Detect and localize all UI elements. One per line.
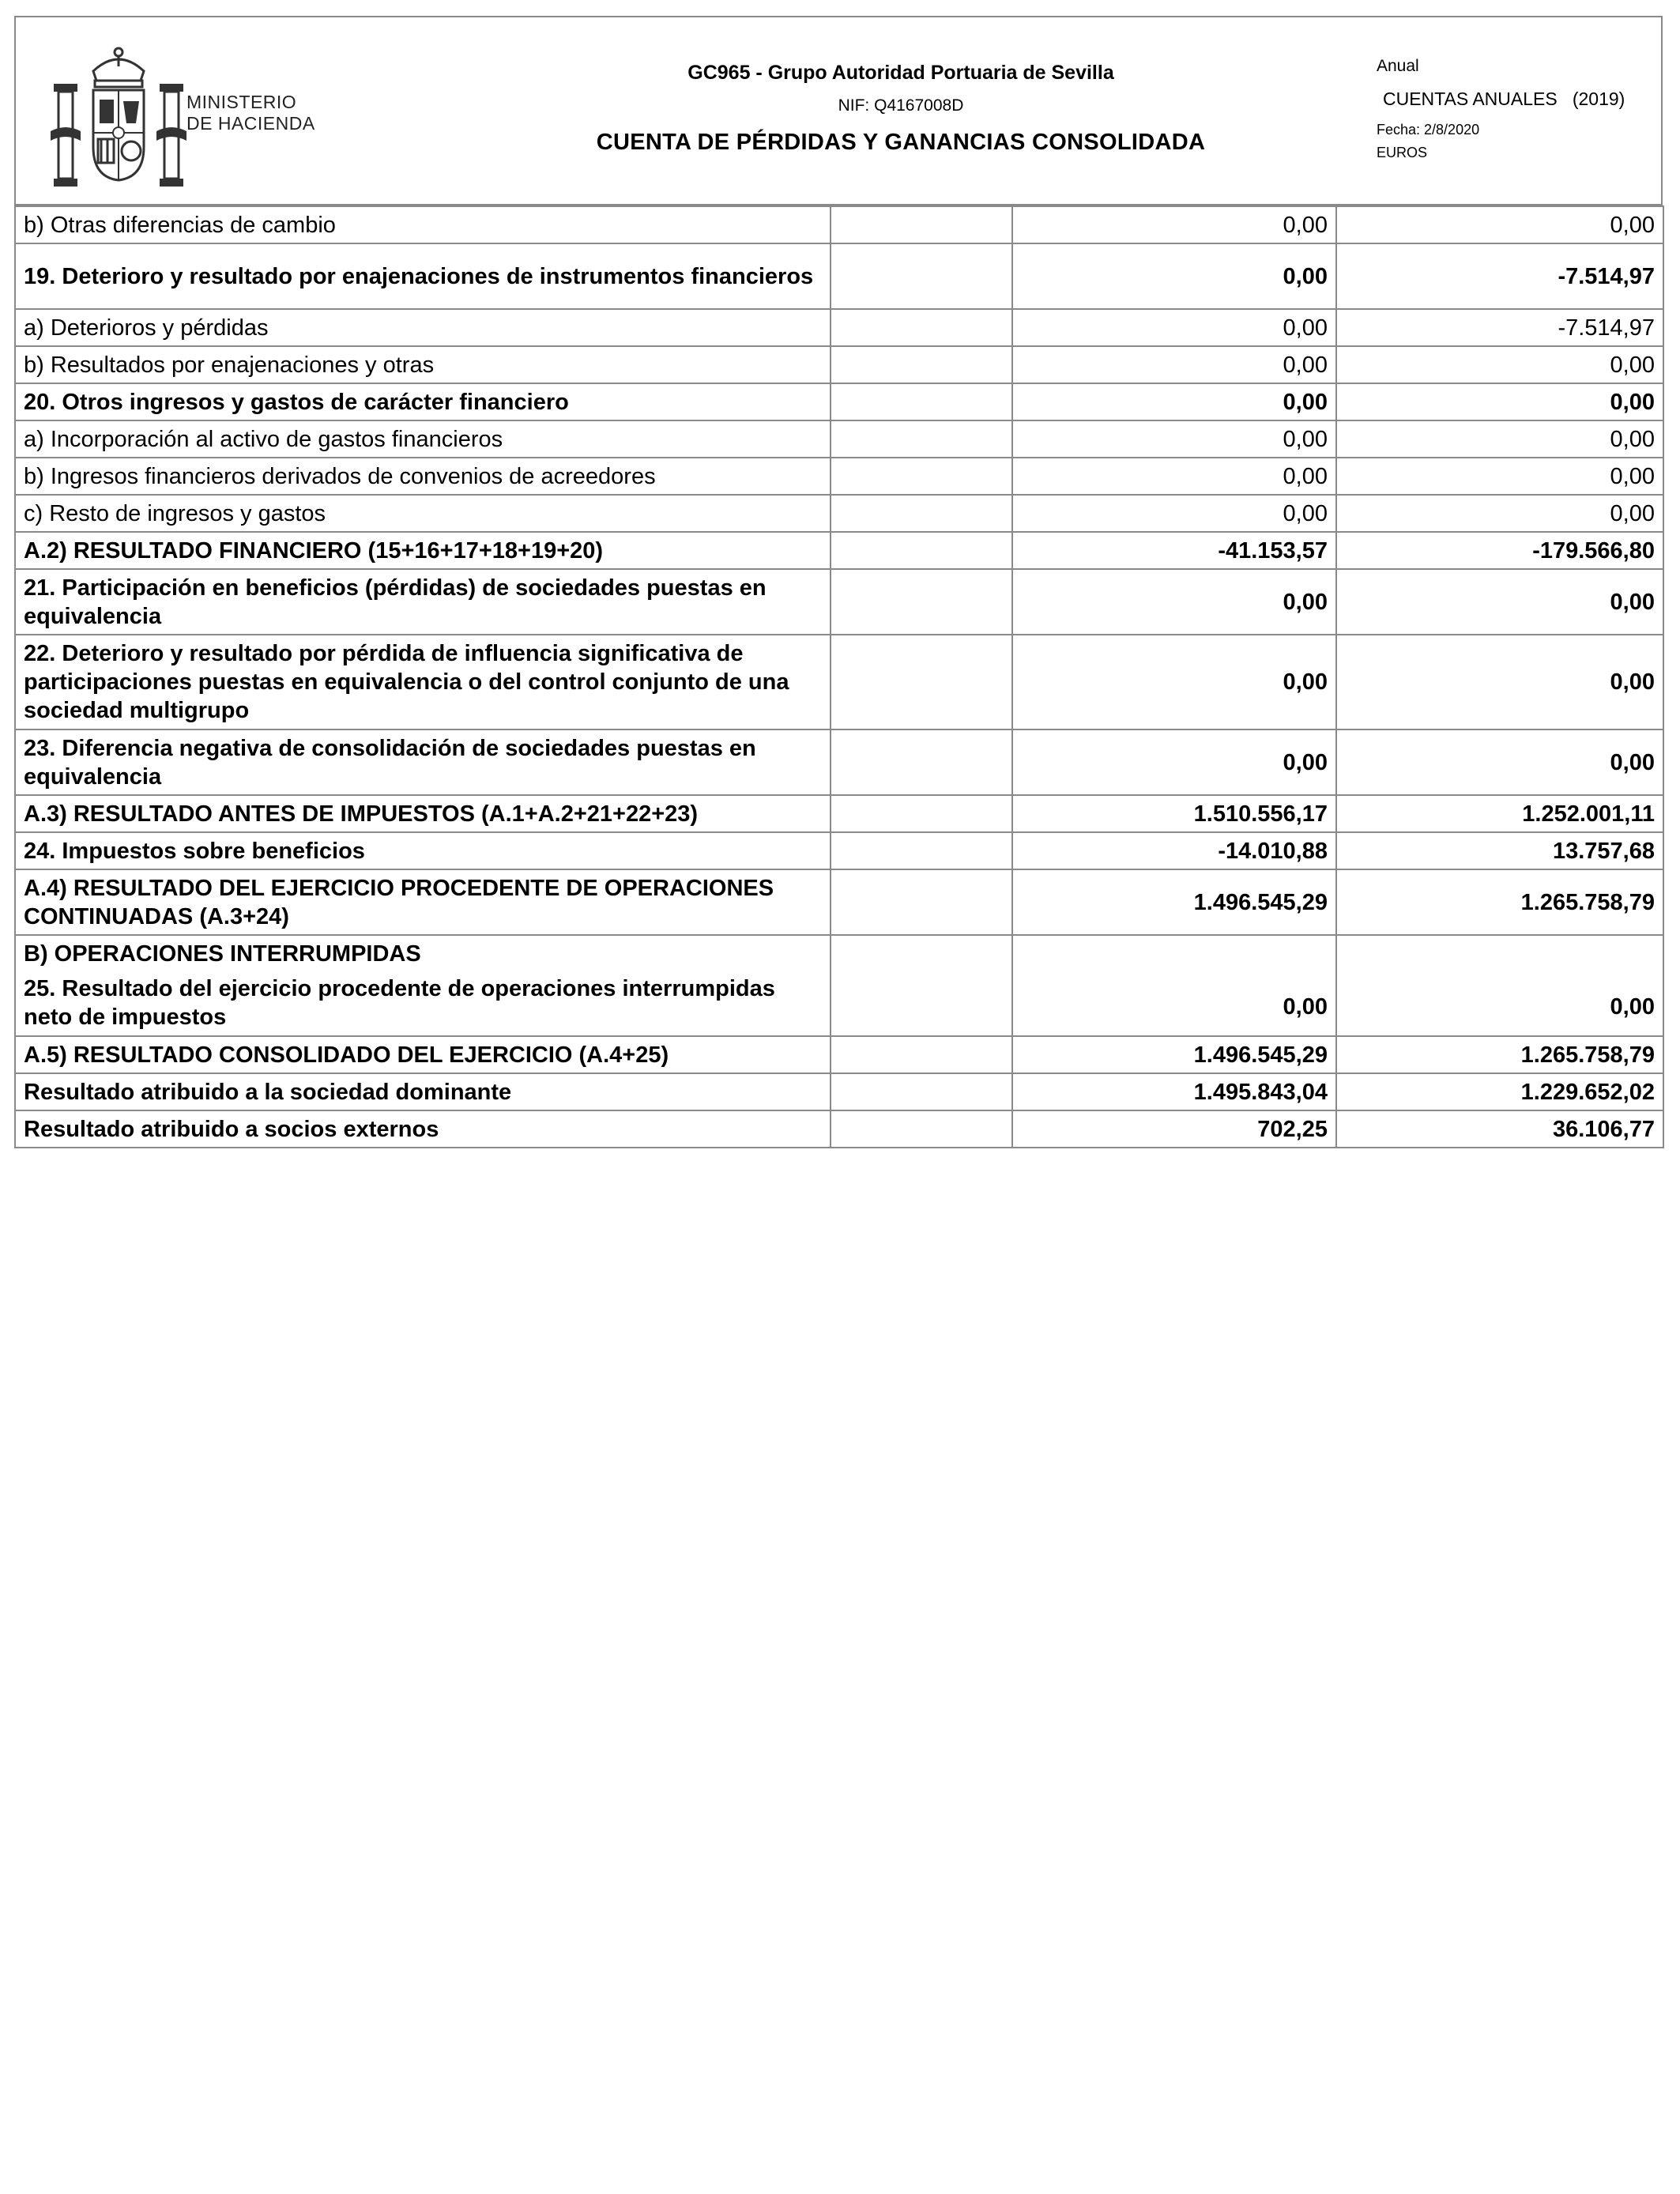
row-current-value: -14.010,88 [1012, 832, 1336, 869]
row-label: a) Incorporación al activo de gastos financieros [15, 420, 831, 458]
row-previous-value: 1.252.001,11 [1336, 795, 1663, 832]
table-row [15, 495, 1663, 532]
row-current-value: 702,25 [1012, 1110, 1336, 1148]
row-previous-value: 36.106,77 [1336, 1110, 1663, 1148]
table-row [15, 569, 1663, 635]
row-current-value: 0,00 [1012, 458, 1336, 495]
row-label: b) Resultados por enajenaciones y otras [15, 346, 831, 383]
ministry-name [186, 92, 315, 134]
table-row [15, 346, 1663, 383]
table-row [15, 869, 1663, 935]
row-current-value: 0,00 [1012, 346, 1336, 383]
row-label: 25. Resultado del ejercicio procedente de operaciones interrumpidas neto de impuestos [24, 976, 775, 1030]
row-current-value: 0,00 [1012, 309, 1336, 346]
row-previous-value: 0,00 [1336, 935, 1663, 1036]
row-previous-value: 0,00 [1336, 458, 1663, 495]
table-row [15, 635, 1663, 729]
row-current-value: 1.510.556,17 [1012, 795, 1336, 832]
row-note [831, 495, 1012, 532]
company-name: GC965 - Grupo Autoridad Portuaria de Sevilla [687, 62, 1114, 84]
table-row [15, 1036, 1663, 1073]
table-row [15, 383, 1663, 420]
row-label: b) Ingresos financieros derivados de convenios de acreedores [15, 458, 831, 495]
row-label-group [15, 935, 831, 1036]
row-note [831, 309, 1012, 346]
row-previous-value: 1.265.758,79 [1336, 869, 1663, 935]
row-previous-value: 0,00 [1336, 495, 1663, 532]
row-label: Resultado atribuido a socios externos [15, 1110, 831, 1148]
period-label: Anual [1377, 57, 1419, 75]
table-row [15, 458, 1663, 495]
row-current-value: 0,00 [1012, 495, 1336, 532]
row-previous-value: -7.514,97 [1336, 243, 1663, 309]
table-row [15, 1073, 1663, 1110]
row-label: 24. Impuestos sobre beneficios [15, 832, 831, 869]
row-label: 23. Diferencia negativa de consolidación de sociedades puestas en equivalencia [15, 729, 831, 795]
row-previous-value: 0,00 [1336, 383, 1663, 420]
row-note [831, 1073, 1012, 1110]
row-note [831, 795, 1012, 832]
row-note [831, 635, 1012, 729]
row-label: 19. Deterioro y resultado por enajenaciones de instrumentos financieros [15, 243, 831, 309]
row-note [831, 243, 1012, 309]
currency-label: EUROS [1377, 145, 1428, 160]
row-label: 21. Participación en beneficios (pérdidas) de sociedades puestas en equivalencia [15, 569, 831, 635]
row-previous-value: 0,00 [1336, 635, 1663, 729]
row-label: 20. Otros ingresos y gastos de carácter financiero [15, 383, 831, 420]
table-row [15, 243, 1663, 309]
row-note [831, 729, 1012, 795]
row-previous-value: 0,00 [1336, 569, 1663, 635]
row-label: A.2) RESULTADO FINANCIERO (15+16+17+18+19+20) [15, 532, 831, 569]
row-current-value: 0,00 [1012, 206, 1336, 243]
table-row [15, 832, 1663, 869]
row-previous-value: -7.514,97 [1336, 309, 1663, 346]
row-note [831, 1110, 1012, 1148]
ministry-line-1: MINISTERIO [186, 92, 297, 112]
table-row [15, 309, 1663, 346]
row-label: c) Resto de ingresos y gastos [15, 495, 831, 532]
row-label: 22. Deterioro y resultado por pérdida de influencia significativa de participaciones puestas en equivalencia o del control conjunto de una sociedad multigrupo [15, 635, 831, 729]
row-current-value: 1.496.545,29 [1012, 869, 1336, 935]
row-label: A.4) RESULTADO DEL EJERCICIO PROCEDENTE DE OPERACIONES CONTINUADAS (A.3+24) [15, 869, 831, 935]
row-note [831, 832, 1012, 869]
row-current-value: -41.153,57 [1012, 532, 1336, 569]
row-previous-value: 0,00 [1336, 729, 1663, 795]
row-note [831, 869, 1012, 935]
table-row [15, 420, 1663, 458]
row-label: A.3) RESULTADO ANTES DE IMPUESTOS (A.1+A.2+21+22+23) [15, 795, 831, 832]
row-current-value: 0,00 [1012, 729, 1336, 795]
table-row [15, 795, 1663, 832]
row-current-value: 0,00 [1012, 569, 1336, 635]
row-label: b) Otras diferencias de cambio [15, 206, 831, 243]
row-note [831, 1036, 1012, 1073]
row-current-value: 0,00 [1012, 420, 1336, 458]
company-nif: NIF: Q4167008D [838, 96, 964, 115]
row-label: A.5) RESULTADO CONSOLIDADO DEL EJERCICIO (A.4+25) [15, 1036, 831, 1073]
table-row [15, 935, 1663, 1036]
row-label: Resultado atribuido a la sociedad dominante [15, 1073, 831, 1110]
row-note [831, 206, 1012, 243]
report-title: CUENTA DE PÉRDIDAS Y GANANCIAS CONSOLIDADA [596, 130, 1206, 155]
section-heading: B) OPERACIONES INTERRUMPIDAS [24, 941, 421, 967]
row-note [831, 420, 1012, 458]
ministry-line-2: DE HACIENDA [186, 113, 315, 134]
row-current-value: 1.496.545,29 [1012, 1036, 1336, 1073]
row-note [831, 935, 1012, 1036]
table-row [15, 1110, 1663, 1148]
row-current-value: 0,00 [1012, 243, 1336, 309]
row-previous-value: 0,00 [1336, 346, 1663, 383]
row-label: a) Deterioros y pérdidas [15, 309, 831, 346]
row-previous-value: 1.265.758,79 [1336, 1036, 1663, 1073]
accounts-label: CUENTAS ANUALES (2019) [1383, 89, 1625, 109]
row-previous-value: 0,00 [1336, 206, 1663, 243]
row-previous-value: -179.566,80 [1336, 532, 1663, 569]
row-current-value: 1.495.843,04 [1012, 1073, 1336, 1110]
income-statement-table [14, 205, 1664, 1148]
report-date: Fecha: 2/8/2020 [1377, 122, 1480, 138]
row-current-value: 0,00 [1012, 383, 1336, 420]
row-previous-value: 0,00 [1336, 420, 1663, 458]
row-previous-value: 13.757,68 [1336, 832, 1663, 869]
row-note [831, 458, 1012, 495]
row-previous-value: 1.229.652,02 [1336, 1073, 1663, 1110]
report-header [14, 16, 1663, 205]
row-current-value: 0,00 [1012, 635, 1336, 729]
table-row [15, 206, 1663, 243]
row-note [831, 532, 1012, 569]
table-row [15, 532, 1663, 569]
row-note [831, 569, 1012, 635]
row-note [831, 346, 1012, 383]
table-row [15, 729, 1663, 795]
coat-of-arms-logo [47, 44, 190, 190]
row-current-value: 0,00 [1012, 935, 1336, 1036]
row-note [831, 383, 1012, 420]
